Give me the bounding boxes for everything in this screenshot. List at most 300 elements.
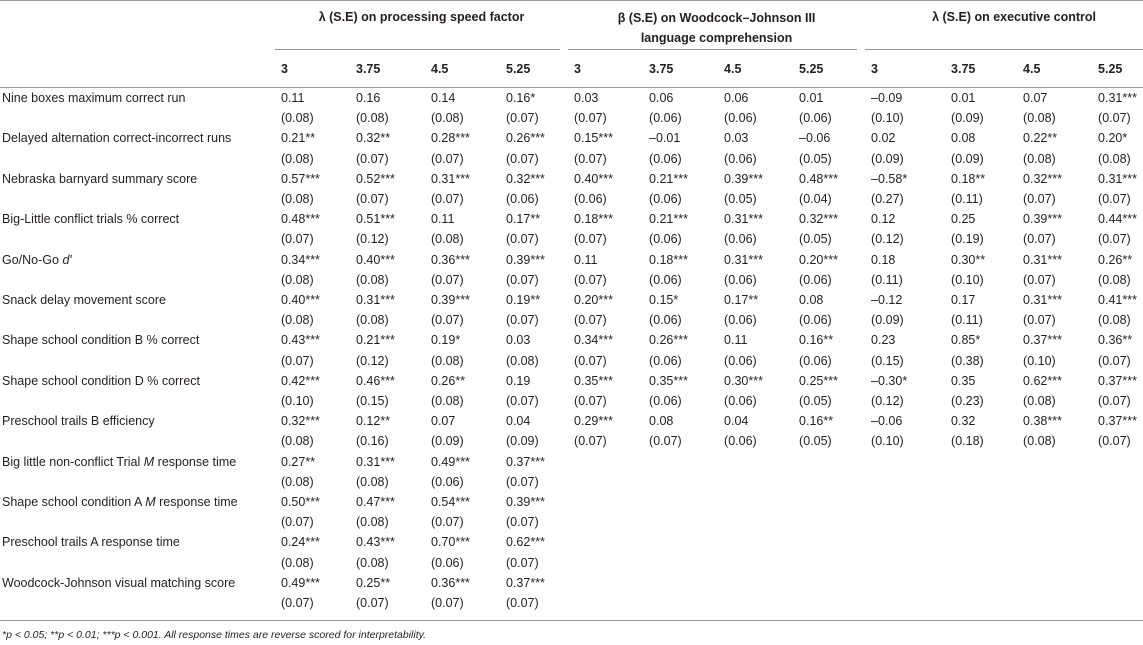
estimate-cell <box>568 532 643 552</box>
estimate-cell: 0.42*** <box>281 373 320 388</box>
estimate-cell: 0.18*** <box>649 252 688 267</box>
estimate-cell: 0.49*** <box>281 575 320 590</box>
row-label-blank <box>0 512 275 532</box>
standard-error-cell: (0.10) <box>1023 353 1056 368</box>
row-label: Nine boxes maximum correct run <box>2 91 186 105</box>
estimate-cell: 0.18** <box>951 171 986 186</box>
estimate-cell <box>865 573 945 593</box>
wave-header-3-5.25: 5.25 <box>1092 50 1143 88</box>
standard-error-cell: (0.08) <box>356 515 389 530</box>
estimate-cell: 0.35 <box>951 373 976 388</box>
estimate-cell: –0.06 <box>799 131 831 146</box>
standard-error-cell: (0.05) <box>799 434 832 449</box>
estimate-cell: 0.30*** <box>724 373 763 388</box>
standard-error-cell: (0.11) <box>951 313 983 328</box>
estimate-cell <box>718 452 793 472</box>
wave-header-3-3: 3 <box>865 50 945 88</box>
estimate-cell: 0.04 <box>506 414 531 429</box>
standard-error-cell: (0.05) <box>799 232 832 247</box>
standard-error-cell: (0.07) <box>506 313 539 328</box>
estimate-cell: 0.16* <box>506 91 536 105</box>
standard-error-cell: (0.08) <box>356 474 389 489</box>
standard-error-cell: (0.07) <box>356 151 389 166</box>
standard-error-cell: (0.07) <box>1098 192 1131 207</box>
standard-error-cell: (0.08) <box>281 555 314 570</box>
standard-error-cell <box>865 512 945 532</box>
estimate-cell: 0.28*** <box>431 131 470 146</box>
estimate-cell: 0.49*** <box>431 454 470 469</box>
standard-error-cell: (0.07) <box>574 353 607 368</box>
group2-title-line2: language comprehension <box>640 31 793 45</box>
estimate-cell: 0.11 <box>574 252 598 267</box>
table-row-se <box>0 108 1143 128</box>
standard-error-cell <box>865 593 945 613</box>
estimate-cell: 0.26*** <box>506 131 545 146</box>
standard-error-cell <box>718 472 793 492</box>
standard-error-cell: (0.12) <box>871 232 904 247</box>
standard-error-cell: (0.15) <box>871 353 904 368</box>
group-header-processing-speed <box>275 0 568 50</box>
table-row-se <box>0 391 1143 411</box>
standard-error-cell: (0.07) <box>574 272 607 287</box>
estimate-cell: 0.40*** <box>281 293 320 308</box>
standard-error-cell: (0.07) <box>506 272 539 287</box>
standard-error-cell: (0.16) <box>356 434 389 449</box>
standard-error-cell <box>945 512 1017 532</box>
standard-error-cell: (0.07) <box>281 515 314 530</box>
estimate-cell: 0.19** <box>506 293 541 308</box>
estimate-cell: 0.29*** <box>574 414 613 429</box>
estimate-cell: 0.20* <box>1098 131 1128 146</box>
table-row-se <box>0 472 1143 492</box>
standard-error-cell <box>793 553 865 573</box>
standard-error-cell <box>568 472 643 492</box>
standard-error-cell: (0.07) <box>431 596 464 611</box>
standard-error-cell: (0.07) <box>431 515 464 530</box>
standard-error-cell: (0.07) <box>506 596 539 611</box>
estimate-cell <box>793 532 865 552</box>
estimate-cell <box>568 452 643 472</box>
standard-error-cell: (0.07) <box>1023 272 1056 287</box>
standard-error-cell: (0.09) <box>951 151 984 166</box>
standard-error-cell: (0.08) <box>281 192 314 207</box>
estimate-cell: 0.01 <box>951 91 976 105</box>
standard-error-cell: (0.08) <box>281 313 314 328</box>
standard-error-cell: (0.07) <box>574 434 607 449</box>
estimate-cell: 0.27** <box>281 454 316 469</box>
standard-error-cell: (0.08) <box>1098 272 1131 287</box>
estimate-cell <box>865 492 945 512</box>
estimate-cell: 0.26** <box>431 373 466 388</box>
standard-error-cell: (0.06) <box>799 111 832 126</box>
standard-error-cell: (0.07) <box>506 232 539 247</box>
estimate-cell: 0.01 <box>799 91 824 105</box>
standard-error-cell: (0.08) <box>1098 151 1131 166</box>
standard-error-cell: (0.27) <box>871 192 904 207</box>
estimate-cell: 0.21** <box>281 131 316 146</box>
estimate-cell: 0.31*** <box>1098 91 1137 105</box>
standard-error-cell: (0.08) <box>431 353 464 368</box>
estimate-cell: 0.39*** <box>1023 212 1062 227</box>
table-row <box>0 209 1143 229</box>
estimate-cell: 0.39*** <box>431 293 470 308</box>
estimate-cell: 0.21*** <box>649 171 688 186</box>
row-label: Snack delay movement score <box>2 293 166 308</box>
table-row-se <box>0 189 1143 209</box>
wave-header-row <box>0 50 1143 88</box>
estimate-cell: 0.62*** <box>506 535 545 550</box>
standard-error-cell: (0.06) <box>724 232 757 247</box>
estimate-cell: 0.16** <box>799 414 834 429</box>
estimate-cell: 0.37*** <box>1023 333 1062 348</box>
estimate-cell: 0.26*** <box>649 333 688 348</box>
estimate-cell: 0.19 <box>506 373 531 388</box>
standard-error-cell: (0.05) <box>724 192 757 207</box>
standard-error-cell: (0.06) <box>724 111 757 126</box>
table-row-se <box>0 351 1143 371</box>
standard-error-cell <box>1092 553 1143 573</box>
table-row <box>0 452 1143 472</box>
wave-header-3-4.5: 4.5 <box>1017 50 1092 88</box>
standard-error-cell: (0.23) <box>951 394 984 409</box>
estimate-cell: 0.34*** <box>574 333 613 348</box>
row-label-blank <box>0 189 275 209</box>
estimate-cell: 0.17 <box>951 293 976 308</box>
estimate-cell: 0.39*** <box>506 252 545 267</box>
estimate-cell: 0.57*** <box>281 171 320 186</box>
standard-error-cell: (0.06) <box>799 272 832 287</box>
standard-error-cell: (0.19) <box>951 232 984 247</box>
standard-error-cell: (0.06) <box>724 313 757 328</box>
estimate-cell: 0.41*** <box>1098 293 1137 308</box>
row-label: Nebraska barnyard summary score <box>2 171 198 186</box>
standard-error-cell: (0.06) <box>431 555 464 570</box>
estimate-cell: 0.15* <box>649 293 679 308</box>
standard-error-cell: (0.07) <box>1023 192 1056 207</box>
standard-error-cell: (0.06) <box>799 313 832 328</box>
wave-header-3-3.75: 3.75 <box>945 50 1017 88</box>
estimate-cell: 0.08 <box>799 293 824 308</box>
estimate-cell: 0.62*** <box>1023 373 1062 388</box>
estimate-cell: –0.12 <box>871 293 903 308</box>
estimate-cell <box>643 532 718 552</box>
standard-error-cell: (0.08) <box>356 555 389 570</box>
estimate-cell: 0.36*** <box>431 575 470 590</box>
estimate-cell: 0.11 <box>281 91 305 105</box>
row-label-blank <box>0 149 275 169</box>
standard-error-cell: (0.10) <box>281 394 314 409</box>
estimate-cell <box>643 573 718 593</box>
estimate-cell: 0.06 <box>649 91 674 105</box>
standard-error-cell: (0.08) <box>431 111 464 126</box>
estimate-cell: 0.21*** <box>356 333 395 348</box>
standard-error-cell: (0.07) <box>506 474 539 489</box>
table-row <box>0 250 1143 270</box>
estimate-cell: 0.31*** <box>1023 293 1062 308</box>
estimate-cell: 0.18*** <box>574 212 613 227</box>
estimate-cell: 0.39*** <box>506 495 545 510</box>
estimate-cell <box>865 532 945 552</box>
estimate-cell: 0.20*** <box>574 293 613 308</box>
estimate-cell: 0.14 <box>431 91 456 105</box>
standard-error-cell: (0.06) <box>724 353 757 368</box>
standard-error-cell: (0.08) <box>356 313 389 328</box>
standard-error-cell: (0.09) <box>431 434 464 449</box>
standard-error-cell <box>643 553 718 573</box>
standard-error-cell: (0.11) <box>871 272 903 287</box>
standard-error-cell: (0.08) <box>281 434 314 449</box>
estimate-cell: 0.70*** <box>431 535 470 550</box>
standard-error-cell: (0.06) <box>649 353 682 368</box>
table-row <box>0 532 1143 552</box>
estimate-cell: –0.30* <box>871 373 908 388</box>
standard-error-cell <box>643 593 718 613</box>
estimate-cell <box>945 452 1017 472</box>
table-row-se <box>0 229 1143 249</box>
row-label-blank <box>0 431 275 451</box>
standard-error-cell: (0.07) <box>431 192 464 207</box>
estimate-cell <box>643 452 718 472</box>
estimate-cell <box>718 532 793 552</box>
standard-error-cell: (0.07) <box>574 394 607 409</box>
group1-title: λ (S.E) on processing speed factor <box>318 10 525 24</box>
standard-error-cell: (0.09) <box>506 434 539 449</box>
standard-error-cell: (0.15) <box>356 394 389 409</box>
standard-error-cell <box>1017 512 1092 532</box>
group3-title: λ (S.E) on executive control <box>932 10 1097 24</box>
standard-error-cell: (0.09) <box>951 111 984 126</box>
row-label-blank <box>0 593 275 613</box>
estimate-cell: 0.04 <box>724 414 749 429</box>
standard-error-cell: (0.08) <box>1023 394 1056 409</box>
estimate-cell: 0.38*** <box>1023 414 1062 429</box>
estimate-cell <box>568 573 643 593</box>
estimate-cell: 0.16 <box>356 91 381 105</box>
standard-error-cell: (0.07) <box>506 555 539 570</box>
estimate-cell: 0.11 <box>724 333 748 348</box>
row-label-blank <box>0 310 275 330</box>
estimate-cell: 0.31*** <box>431 171 470 186</box>
estimate-cell: 0.32*** <box>799 212 838 227</box>
estimate-cell: 0.50*** <box>281 495 320 510</box>
standard-error-cell <box>1017 472 1092 492</box>
standard-error-cell: (0.07) <box>1098 232 1131 247</box>
standard-error-cell: (0.07) <box>574 232 607 247</box>
estimate-cell <box>945 532 1017 552</box>
estimate-cell: 0.17** <box>506 212 541 227</box>
estimate-cell: 0.32*** <box>281 414 320 429</box>
estimate-cell: 0.12 <box>871 212 896 227</box>
estimate-cell <box>1092 452 1143 472</box>
estimate-cell: 0.37*** <box>506 575 545 590</box>
wave-header-1-3: 3 <box>275 50 350 88</box>
standard-error-cell: (0.10) <box>871 434 904 449</box>
estimate-cell: 0.25 <box>951 212 976 227</box>
row-label-blank <box>0 270 275 290</box>
standard-error-cell: (0.08) <box>1098 313 1131 328</box>
standard-error-cell: (0.08) <box>506 353 539 368</box>
standard-error-cell <box>718 512 793 532</box>
wave-header-2-5.25: 5.25 <box>793 50 865 88</box>
standard-error-cell: (0.07) <box>1098 394 1131 409</box>
standard-error-cell: (0.09) <box>871 313 904 328</box>
wave-header-2-4.5: 4.5 <box>718 50 793 88</box>
row-label-blank <box>0 351 275 371</box>
standard-error-cell: (0.06) <box>649 232 682 247</box>
estimate-cell: 0.03 <box>506 333 531 348</box>
standard-error-cell <box>1092 593 1143 613</box>
standard-error-cell <box>568 553 643 573</box>
row-label: Go/No-Go d′ <box>2 252 72 267</box>
standard-error-cell: (0.12) <box>356 353 389 368</box>
standard-error-cell <box>865 472 945 492</box>
estimate-cell: 0.08 <box>951 131 976 146</box>
estimate-cell <box>945 573 1017 593</box>
estimate-cell <box>1017 532 1092 552</box>
footnote: *p < 0.05; **p < 0.01; ***p < 0.001. All response times are reverse scored for interpretability. <box>2 629 427 641</box>
table-row <box>0 411 1143 431</box>
row-label: Shape school condition B % correct <box>2 333 200 348</box>
estimate-cell: 0.39*** <box>724 171 763 186</box>
standard-error-cell: (0.08) <box>431 394 464 409</box>
standard-error-cell: (0.07) <box>431 313 464 328</box>
estimate-cell: 0.31*** <box>724 212 763 227</box>
standard-error-cell: (0.07) <box>506 394 539 409</box>
standard-error-cell: (0.11) <box>951 192 983 207</box>
bottom-rule <box>0 620 1143 621</box>
estimate-cell: 0.36** <box>1098 333 1133 348</box>
standard-error-cell <box>643 512 718 532</box>
estimate-cell: 0.31*** <box>356 454 395 469</box>
standard-error-cell <box>1092 472 1143 492</box>
estimate-cell: 0.06 <box>724 91 749 105</box>
standard-error-cell: (0.12) <box>356 232 389 247</box>
standard-error-cell: (0.07) <box>574 151 607 166</box>
standard-error-cell <box>1092 512 1143 532</box>
standard-error-cell: (0.08) <box>356 272 389 287</box>
table-row-se <box>0 512 1143 532</box>
estimate-cell: 0.08 <box>649 414 674 429</box>
table-row <box>0 330 1143 350</box>
wave-header-2-3.75: 3.75 <box>643 50 718 88</box>
standard-error-cell: (0.06) <box>649 272 682 287</box>
estimate-cell: 0.24*** <box>281 535 320 550</box>
estimate-cell <box>793 573 865 593</box>
estimate-cell <box>1092 573 1143 593</box>
standard-error-cell: (0.06) <box>649 394 682 409</box>
estimate-cell: 0.07 <box>431 414 456 429</box>
row-label: Preschool trails A response time <box>2 535 180 550</box>
estimate-cell: 0.51*** <box>356 212 395 227</box>
wave-header-2-3: 3 <box>568 50 643 88</box>
estimate-cell: 0.34*** <box>281 252 320 267</box>
table-row-se <box>0 431 1143 451</box>
estimate-cell: 0.35*** <box>649 373 688 388</box>
row-label: Delayed alternation correct-incorrect runs <box>2 131 232 146</box>
row-label-blank <box>0 391 275 411</box>
estimate-cell: 0.03 <box>724 131 749 146</box>
standard-error-cell: (0.07) <box>281 232 314 247</box>
standard-error-cell <box>793 472 865 492</box>
estimate-cell: 0.31*** <box>1023 252 1062 267</box>
standard-error-cell: (0.07) <box>649 434 682 449</box>
standard-error-cell: (0.07) <box>356 596 389 611</box>
wave-header-1-5.25: 5.25 <box>500 50 568 88</box>
estimate-cell <box>793 492 865 512</box>
standard-error-cell: (0.07) <box>431 151 464 166</box>
estimate-cell: 0.30** <box>951 252 986 267</box>
estimate-cell: 0.43*** <box>281 333 320 348</box>
table-row <box>0 573 1143 593</box>
estimate-cell <box>1017 452 1092 472</box>
standard-error-cell: (0.04) <box>799 192 832 207</box>
standard-error-cell: (0.06) <box>799 353 832 368</box>
standard-error-cell: (0.08) <box>1023 151 1056 166</box>
standard-error-cell: (0.07) <box>506 111 539 126</box>
estimate-cell <box>945 492 1017 512</box>
wave-header-1-4.5: 4.5 <box>425 50 500 88</box>
row-label-blank <box>0 553 275 573</box>
estimate-cell <box>1017 492 1092 512</box>
standard-error-cell <box>945 593 1017 613</box>
estimate-cell: 0.46*** <box>356 373 395 388</box>
standard-error-cell: (0.12) <box>871 394 904 409</box>
row-label: Preschool trails B efficiency <box>2 414 155 429</box>
estimate-cell: 0.23 <box>871 333 896 348</box>
table-row-se <box>0 270 1143 290</box>
estimate-cell: 0.17** <box>724 293 759 308</box>
standard-error-cell: (0.08) <box>356 111 389 126</box>
estimate-cell: 0.20*** <box>799 252 838 267</box>
estimate-cell: 0.40*** <box>574 171 613 186</box>
estimate-cell: 0.12** <box>356 414 391 429</box>
estimate-cell: 0.25** <box>356 575 391 590</box>
estimate-cell: 0.03 <box>574 91 599 105</box>
standard-error-cell <box>865 553 945 573</box>
standard-error-cell: (0.06) <box>506 192 539 207</box>
estimate-cell: 0.02 <box>871 131 896 146</box>
table-row <box>0 169 1143 189</box>
table-row <box>0 371 1143 391</box>
standard-error-cell: (0.07) <box>281 596 314 611</box>
standard-error-cell: (0.07) <box>506 151 539 166</box>
estimate-cell: 0.16** <box>799 333 834 348</box>
standard-error-cell <box>568 593 643 613</box>
row-label: Big little non-conflict Trial M response time <box>2 454 237 469</box>
table-body <box>0 88 1143 614</box>
table-row-se <box>0 149 1143 169</box>
table-row-se <box>0 593 1143 613</box>
estimate-cell: –0.58* <box>871 171 908 186</box>
estimate-cell: 0.32*** <box>506 171 545 186</box>
standard-error-cell: (0.07) <box>1098 111 1131 126</box>
standard-error-cell: (0.08) <box>1023 434 1056 449</box>
estimate-cell: 0.11 <box>431 212 455 227</box>
standard-error-cell: (0.07) <box>1023 232 1056 247</box>
estimate-cell <box>1092 492 1143 512</box>
standard-error-cell: (0.07) <box>431 272 464 287</box>
table-row <box>0 290 1143 310</box>
row-label: Shape school condition A M response time <box>2 495 238 510</box>
estimate-cell: 0.07 <box>1023 91 1048 105</box>
estimate-cell: 0.31*** <box>724 252 763 267</box>
estimate-cell: 0.48*** <box>799 171 838 186</box>
standard-error-cell: (0.09) <box>871 151 904 166</box>
estimate-cell <box>718 573 793 593</box>
estimate-cell: 0.25*** <box>799 373 838 388</box>
standard-error-cell: (0.08) <box>281 111 314 126</box>
table-row-se <box>0 310 1143 330</box>
